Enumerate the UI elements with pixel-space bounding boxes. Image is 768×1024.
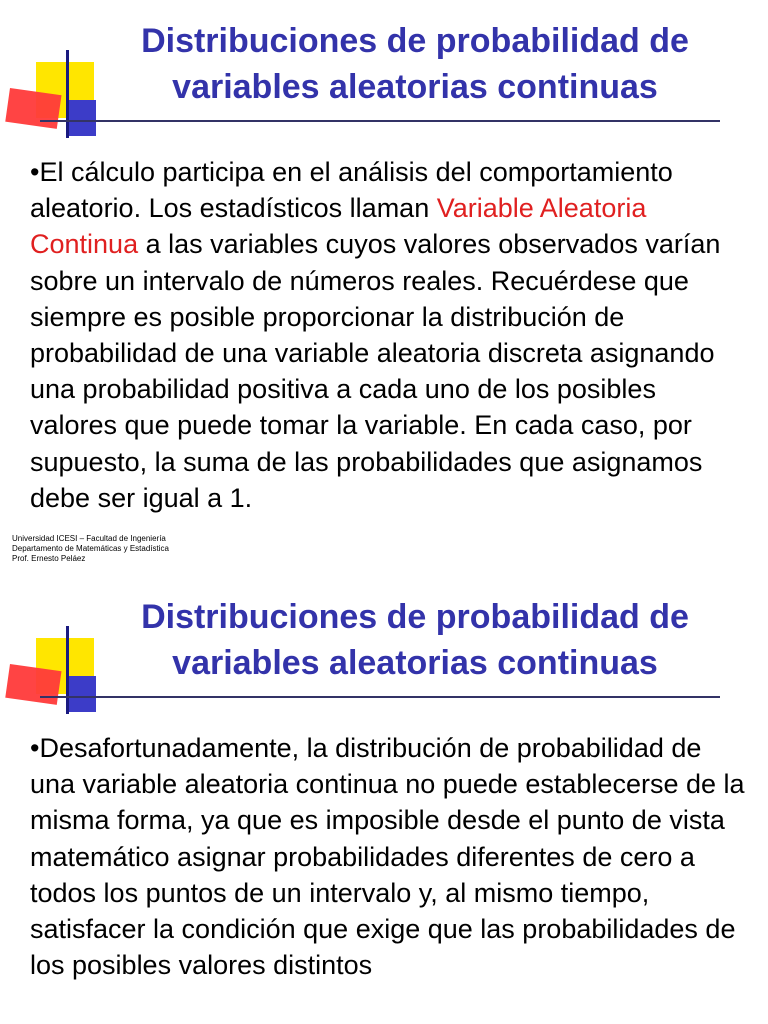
decorative-logo-squares	[0, 576, 110, 716]
bullet: •	[30, 733, 40, 763]
footer-professor: Prof. Ernesto Peláez	[12, 554, 86, 563]
slide-footer	[12, 534, 169, 564]
slide-title-line-1: Distribuciones de probabilidad de	[141, 598, 689, 636]
logo-blue-square	[66, 100, 96, 136]
title-underline	[40, 120, 720, 122]
footer-institution: Universidad ICESI – Facultad de Ingeniería	[12, 534, 166, 543]
slide-body-paragraph	[30, 154, 745, 516]
slide-title-line-1: Distribuciones de probabilidad de	[141, 22, 689, 60]
body-text: Desafortunadamente, la distribución de probabilidad de una variable aleatoria continua no puede establecerse de la misma forma, ya que es imposible desde el punto de vista matemático asignar probabilidades diferentes de cero a todos los puntos de un intervalo y, al mismo tiempo, satisfacer la condición que exige que las probabilidades de los posibles valores distintos	[30, 733, 745, 981]
slide-title-line-2: variables aleatorias continuas	[172, 644, 658, 682]
slide-title	[100, 594, 730, 686]
slide-2	[0, 576, 768, 1024]
slide-title	[100, 18, 730, 110]
decorative-logo-squares	[0, 0, 110, 140]
logo-red-square	[5, 664, 61, 705]
slide-title-line-2: variables aleatorias continuas	[172, 68, 658, 106]
slide-body-paragraph	[30, 730, 745, 983]
logo-vertical-line	[66, 626, 69, 714]
title-underline	[40, 696, 720, 698]
logo-blue-square	[66, 676, 96, 712]
footer-department: Departamento de Matemáticas y Estadística	[12, 544, 169, 553]
body-text-part-1: El cálculo participa en el análisis del comportamiento aleatorio. Los estadísticos llaman	[30, 157, 673, 224]
logo-red-square	[5, 88, 61, 129]
highlighted-term: Variable Aleatoria Continua	[30, 193, 647, 260]
bullet: •	[30, 157, 40, 187]
logo-vertical-line	[66, 50, 69, 138]
body-text-part-2: a las variables cuyos valores observados varían sobre un intervalo de números reales. Recuérdese que siempre es posible proporcionar la distribución de probabilidad de una variable aleatoria discreta asignando una probabilidad positiva a cada uno de los posibles valores que puede tomar la variable. En cada caso, por supuesto, la suma de las probabilidades que asignamos debe ser igual a 1.	[30, 229, 721, 513]
